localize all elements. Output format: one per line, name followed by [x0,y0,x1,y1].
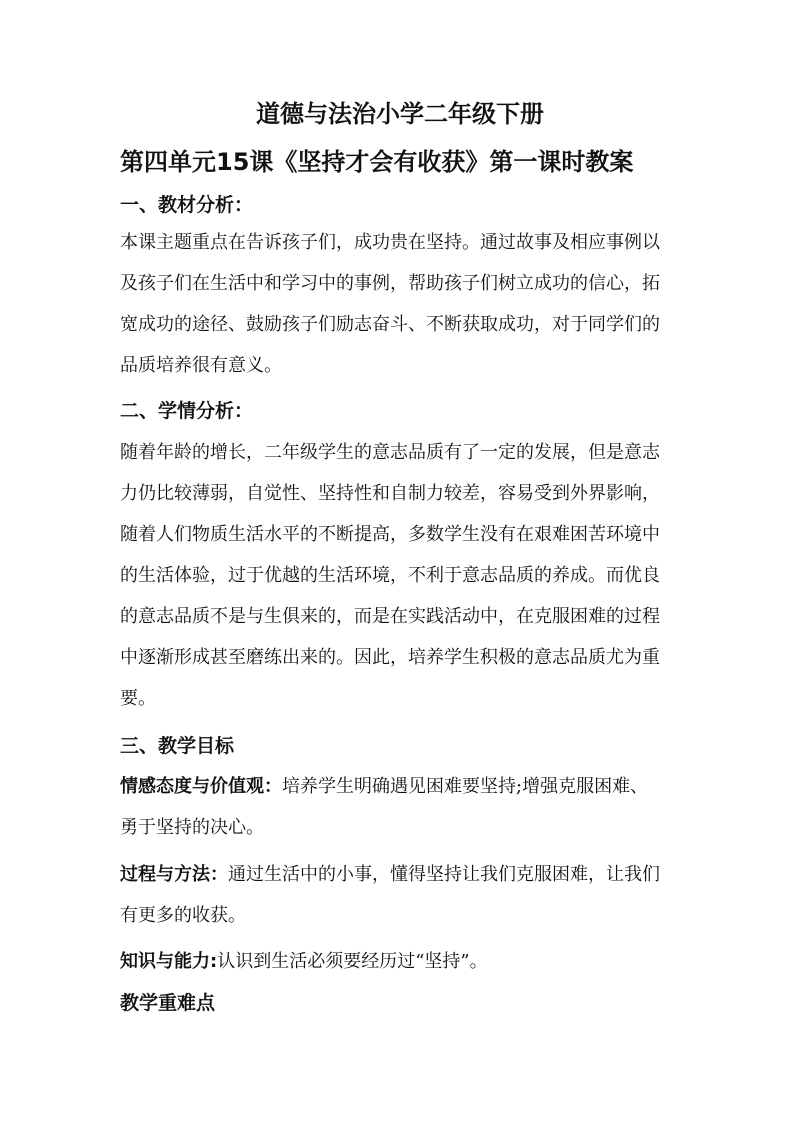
paragraph-line: 及孩子们在生活中和学习中的事例，帮助孩子们树立成功的信心，拓 [120,273,660,294]
goal-label: 过程与方法： [120,864,228,885]
goal-process-method [120,854,692,936]
goal-text: 培养学生明确遇见困难要坚持;增强克服困难、 [282,776,649,797]
goal-emotion-attitude [120,766,692,848]
paragraph-line: 的意志品质不是与生俱来的，而是在实践活动中，在克服困难的过程 [120,606,660,627]
goal-text: 有更多的收获。 [120,905,246,926]
textbook-analysis-paragraph [120,222,692,386]
paragraph-line: 要。 [120,688,156,709]
paragraph-line: 随着人们物质生活水平的不断提高，多数学生没有在艰难困苦环境中 [120,524,660,545]
paragraph-line: 宽成功的途径、鼓励孩子们励志奋斗、不断获取成功，对于同学们的 [120,314,660,335]
paragraph-line: 随着年龄的增长，二年级学生的意志品质有了一定的发展，但是意志 [120,442,660,463]
section-heading-textbook-analysis: 一、教材分析： [120,194,254,216]
goal-label: 知识与能力: [120,951,218,972]
goal-text: 勇于坚持的决心。 [120,817,264,838]
section-heading-student-analysis: 二、学情分析： [120,400,254,422]
goal-label: 情感态度与价值观： [120,776,282,797]
goal-text: 认识到生活必须要经历过“坚持”。 [217,951,488,972]
student-analysis-paragraph [120,432,692,719]
paragraph-line: 本课主题重点在告诉孩子们，成功贵在坚持。通过故事及相应事例以 [120,232,660,253]
lesson-title: 第四单元15课《坚持才会有收获》第一课时教案 [120,148,634,176]
section-heading-key-difficulties: 教学重难点 [120,992,216,1014]
document-title: 道德与法治小学二年级下册 [256,100,544,128]
goal-text: 通过生活中的小事，懂得坚持让我们克服困难，让我们 [228,864,660,885]
paragraph-line: 力仍比较薄弱，自觉性、坚持性和自制力较差，容易受到外界影响， [120,483,660,504]
section-heading-teaching-goals: 三、教学目标 [120,735,235,757]
paragraph-line: 的生活体验，过于优越的生活环境，不利于意志品质的养成。而优良 [120,565,660,586]
goal-knowledge-ability [120,941,692,982]
paragraph-line: 品质培养很有意义。 [120,355,282,376]
paragraph-line: 中逐渐形成甚至磨练出来的。因此，培养学生积极的意志品质尤为重 [120,647,660,668]
